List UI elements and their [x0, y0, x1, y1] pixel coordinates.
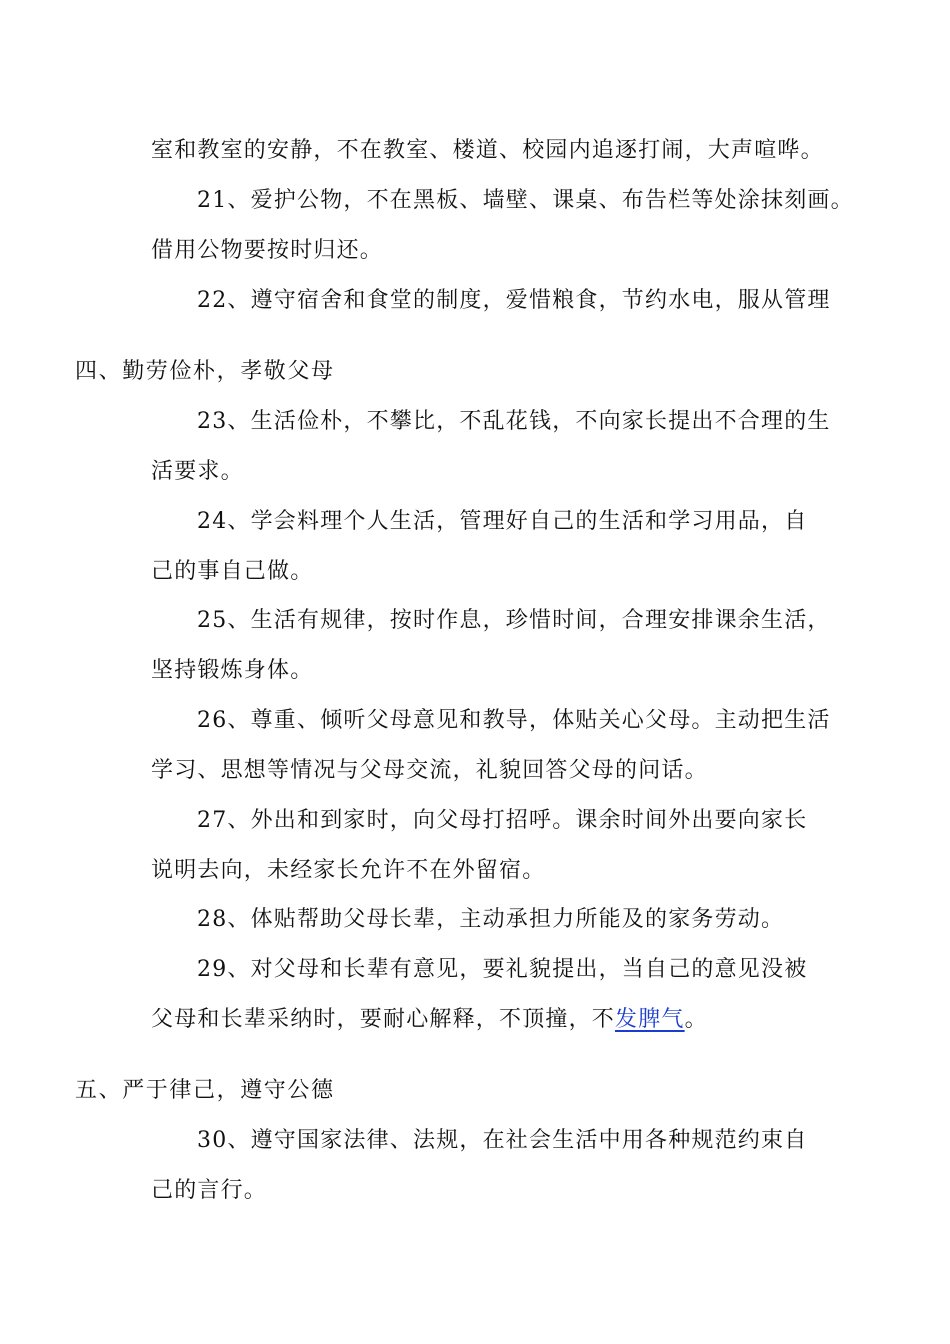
- rule-21: 21、爱护公物，不在黑板、墙壁、课桌、布告栏等处涂抹刻画。: [197, 188, 854, 213]
- temper-link[interactable]: 发脾气: [615, 1007, 685, 1032]
- rule-28: 28、体贴帮助父母长辈，主动承担力所能及的家务劳动。: [197, 907, 785, 932]
- text-line: 活要求。: [151, 459, 244, 484]
- text-line: 学习、思想等情况与父母交流，礼貌回答父母的问话。: [151, 758, 708, 783]
- rule-24: 24、学会料理个人生活，管理好自己的生活和学习用品，自: [197, 509, 808, 534]
- rule-27: 27、外出和到家时，向父母打招呼。课余时间外出要向家长: [197, 808, 808, 833]
- text-line: 借用公物要按时归还。: [151, 238, 384, 263]
- section-heading-4: 四、勤劳俭朴，孝敬父母: [75, 359, 335, 384]
- rule-25: 25、生活有规律，按时作息，珍惜时间，合理安排课余生活，: [197, 608, 831, 633]
- text-line-with-link: [151, 1005, 708, 1035]
- rule-22: 22、遵守宿舍和食堂的制度，爱惜粮食，节约水电，服从管理: [197, 288, 831, 313]
- text-line: 坚持锻炼身体。: [151, 658, 314, 683]
- text-segment: 父母和长辈采纳时，要耐心解释，不顶撞，不: [151, 1007, 616, 1032]
- rule-23: 23、生活俭朴，不攀比，不乱花钱，不向家长提出不合理的生: [197, 409, 831, 434]
- text-line: 说明去向，未经家长允许不在外留宿。: [151, 858, 546, 883]
- text-line: 室和教室的安静，不在教室、楼道、校园内追逐打闹，大声喧哗。: [151, 138, 824, 163]
- text-segment: 。: [684, 1007, 708, 1032]
- section-heading-5: 五、严于律己，遵守公德: [75, 1078, 335, 1103]
- rule-29: 29、对父母和长辈有意见，要礼貌提出，当自己的意见没被: [197, 957, 808, 982]
- text-line: 己的言行。: [151, 1178, 268, 1203]
- rule-30: 30、遵守国家法律、法规，在社会生活中用各种规范约束自: [197, 1128, 808, 1153]
- rule-26: 26、尊重、倾听父母意见和教导，体贴关心父母。主动把生活: [197, 708, 831, 733]
- text-line: 己的事自己做。: [151, 559, 314, 584]
